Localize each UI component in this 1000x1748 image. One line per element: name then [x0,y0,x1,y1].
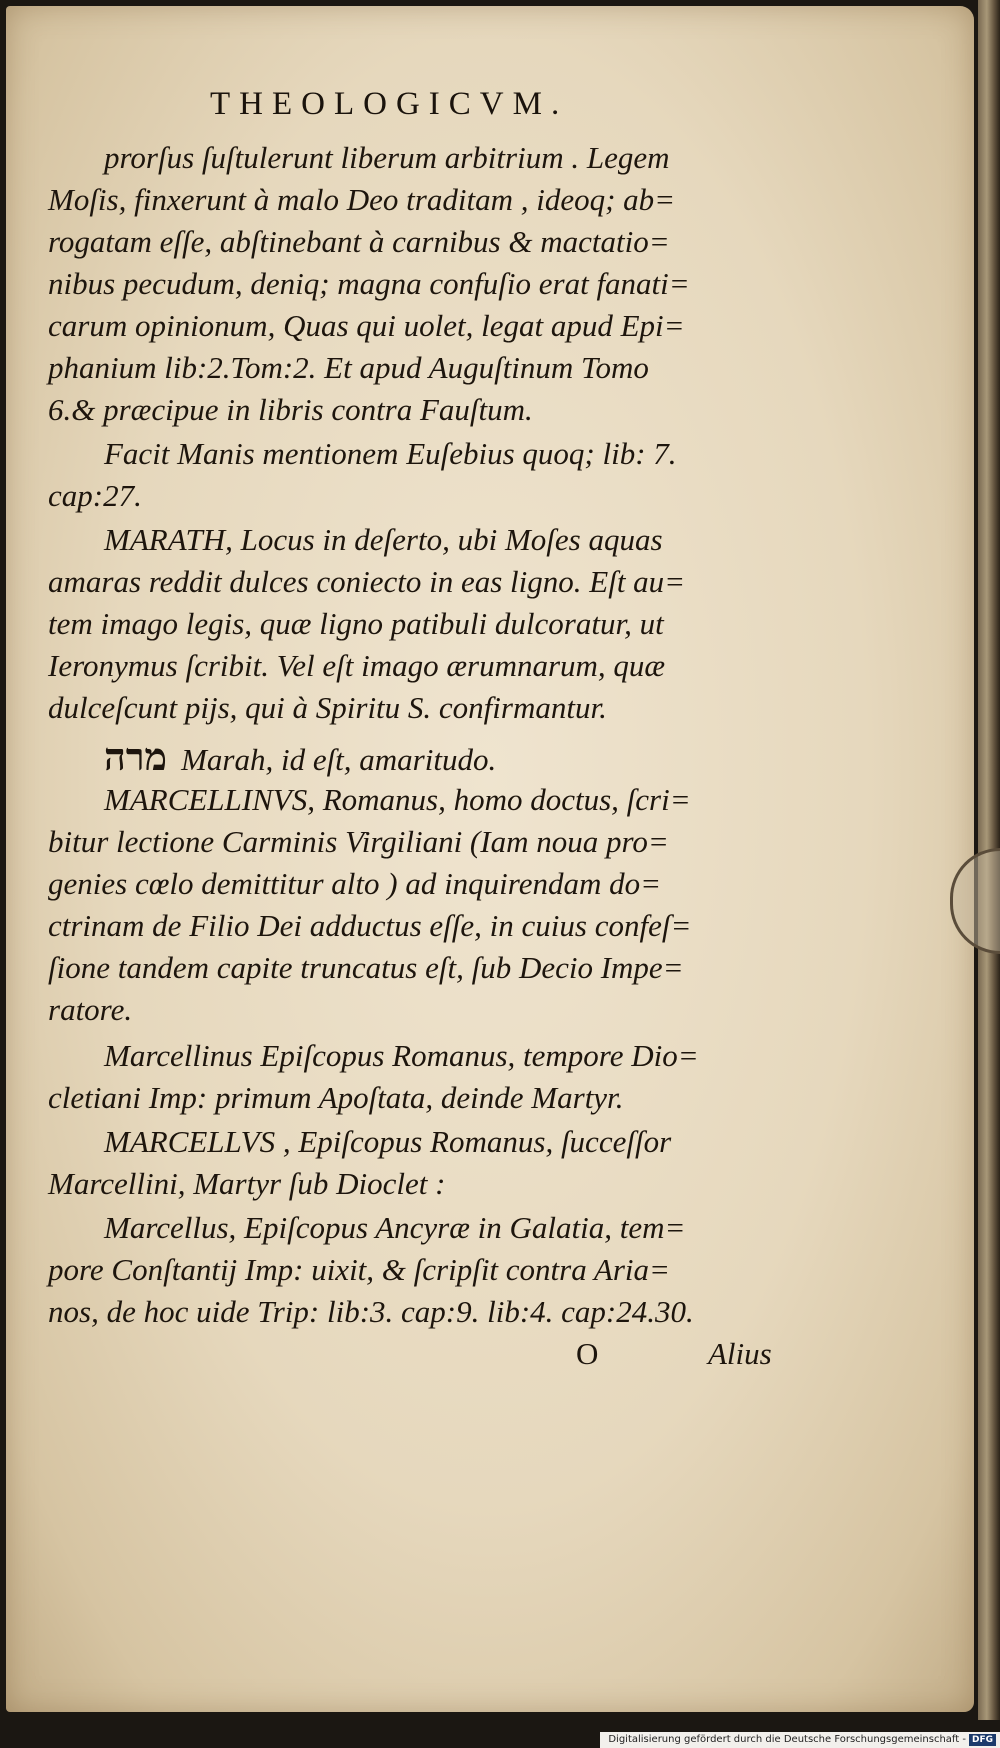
text-line: nos, de hoc uide Trip: lib:3. cap:9. lib:4. cap:24.30. [48,1294,694,1329]
text-line: ctrinam de Filio Dei adductus eſſe, in cuius confeſ= [48,908,692,943]
text-line: MARCELLVS , Epiſcopus Romanus, ſucceſſor [104,1124,672,1159]
text-line: Marah, id eſt, amaritudo. [181,742,497,777]
text-line: Moſis, finxerunt à malo Deo traditam , ideoq; ab= [48,182,676,217]
hebrew-word: מרה [104,734,168,779]
text-line: Marcellinus Epiſcopus Romanus, tempore Dio= [104,1038,699,1073]
dfg-logo: DFG [969,1734,996,1746]
text-line: pore Conſtantij Imp: uixit, & ſcripſit contra Aria= [48,1252,670,1287]
text-line: phanium lib:2.Tom:2. Et apud Auguſtinum Tomo [48,350,649,385]
text-line: rogatam eſſe, abſtinebant à carnibus & mactatio= [48,224,670,259]
text-line: ſione tandem capite truncatus eſt, ſub Decio Impe= [48,950,684,985]
text-line: MARCELLINVS, Romanus, homo doctus, ſcri= [104,782,691,817]
text-line: cap:27. [48,478,142,513]
text-line: dulceſcunt pijs, qui à Spiritu S. confirmantur. [48,690,607,725]
signature-mark: O [576,1336,599,1371]
text-line: Marcellus, Epiſcopus Ancyræ in Galatia, tem= [104,1210,686,1245]
text-line: 6.& præcipue in libris contra Fauſtum. [48,392,533,427]
text-line: Ieronymus ſcribit. Vel eſt imago ærumnarum, quæ [48,648,666,683]
text-line: amaras reddit dulces coniecto in eas ligno. Eſt au= [48,564,686,599]
footer-text: Digitalisierung gefördert durch die Deutsche Forschungsgemeinschaft - [608,1734,966,1745]
text-line: genies cœlo demittitur alto ) ad inquirendam do= [48,866,662,901]
catchword: Alius [708,1336,772,1371]
text-line: prorſus ſuſtulerunt liberum arbitrium . Legem [104,140,670,175]
text-line: tem imago legis, quæ ligno patibuli dulcoratur, ut [48,606,664,641]
text-line: Marcellini, Martyr ſub Dioclet : [48,1166,446,1201]
digitization-footer [600,1732,1000,1748]
text-line: cletiani Imp: primum Apoſtata, deinde Martyr. [48,1080,624,1115]
text-line: Facit Manis mentionem Euſebius quoq; lib: 7. [104,436,677,471]
text-line: carum opinionum, Quas qui uolet, legat apud Epi= [48,308,685,343]
hebrew-line [104,734,496,780]
text-line: MARATH, Locus in deſerto, ubi Moſes aquas [104,522,663,557]
text-line: bitur lectione Carminis Virgiliani (Iam noua pro= [48,824,669,859]
text-line: ratore. [48,992,133,1027]
running-head: THEOLOGICVM. [210,86,569,122]
text-line: nibus pecudum, deniq; magna confuſio erat fanati= [48,266,690,301]
